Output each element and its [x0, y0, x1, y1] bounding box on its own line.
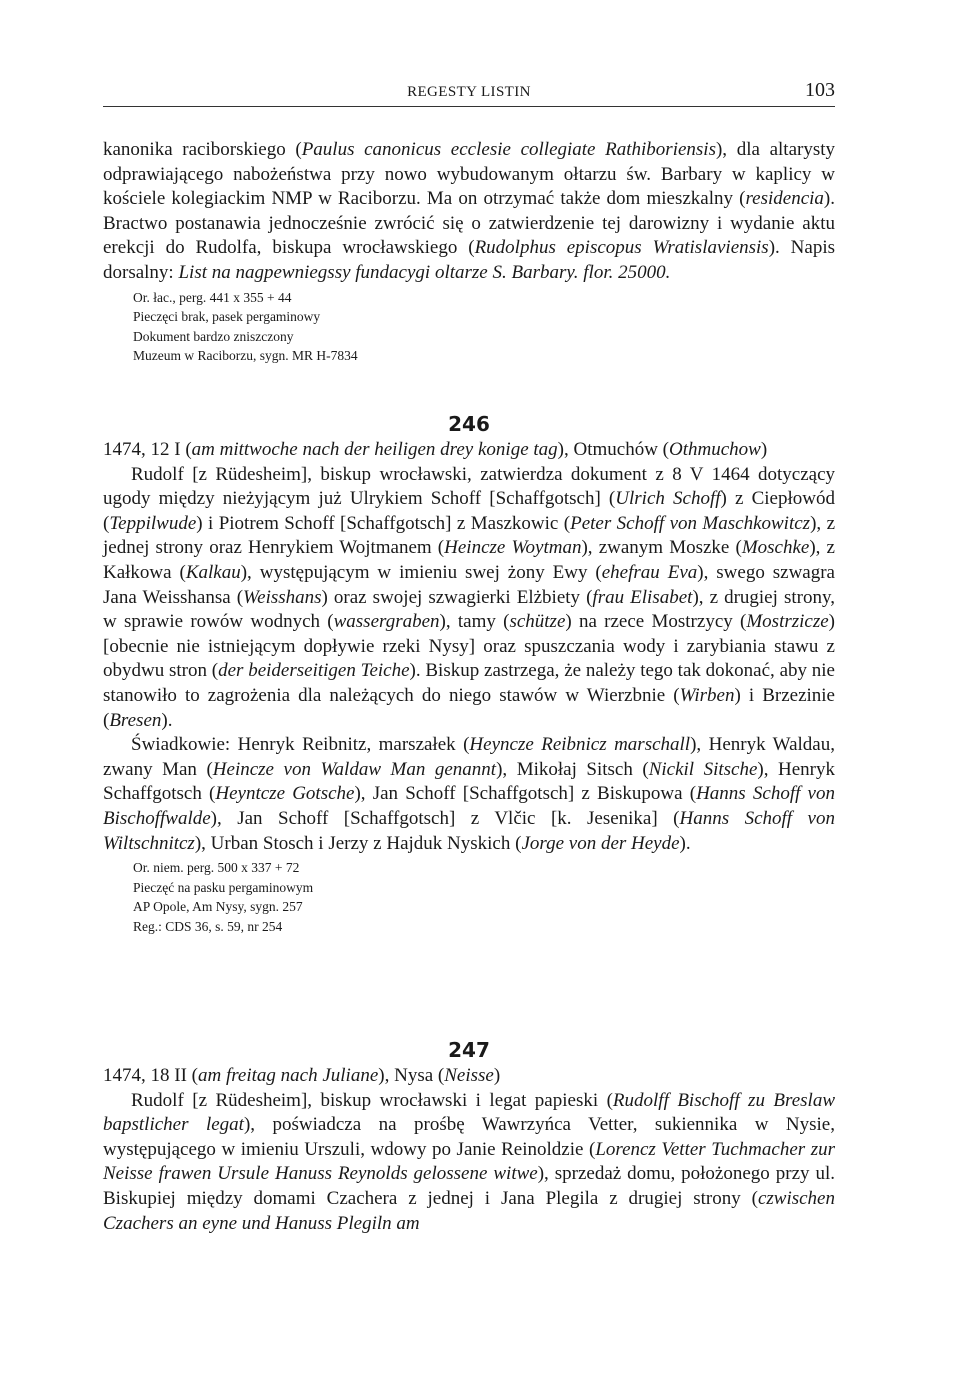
summary-paragraph — [103, 463, 835, 734]
quote: Hanns Schoff von Wiltschnitcz — [103, 807, 835, 854]
quote: Othmuchow — [669, 439, 761, 460]
quote: Heyntcze Gotsche — [215, 783, 355, 805]
quote: Hanns Schoff von Bischoffwalde — [103, 783, 835, 829]
quote: ehefrau Eva — [601, 561, 698, 583]
text-run: ) — [760, 439, 768, 460]
quote: Heincze von Waldaw Man genannt — [212, 758, 497, 780]
quote: wassergraben — [333, 611, 440, 633]
quote: Peter Schoff von Maschkowitcz — [570, 512, 811, 534]
quote: Heyncze Reibnicz marschall — [469, 734, 691, 756]
quote: Jorge von der Heyde — [521, 832, 680, 854]
intro-paragraph — [103, 138, 835, 286]
text-run: ). Biskup zastrzega, że należy tego tak dokonać, aby nie stanowiło to zagrożenia dla należących do niego stawów w Wierzbnie ( — [103, 660, 835, 706]
text-run: ). Napis dorsalny: — [103, 237, 836, 283]
page-number: 103 — [805, 79, 835, 101]
archival-notes — [133, 288, 835, 366]
text-run: ), poświadcza na prośbę Wawrzyńca Vetter, sukiennika w Nysie, występującego w imieniu Urszuli, wdowy po Janie Reinoldzie ( — [103, 1114, 835, 1160]
note-line: AP Opole, Am Nysy, sygn. 257 — [133, 899, 303, 915]
text-run: ), zwanym Moszke ( — [581, 537, 742, 559]
text-run: 1474, 12 I ( — [103, 439, 192, 460]
note-line: Dokument bardzo zniszczony — [133, 328, 294, 344]
quote: der beiderseitigen Teiche — [218, 660, 410, 682]
note-line: Reg.: CDS 36, s. 59, nr 254 — [133, 918, 283, 934]
quote: am mittwoche nach der heiligen drey konige tag — [191, 439, 558, 460]
note-line: Muzeum w Raciborzu, sygn. MR H-7834 — [133, 348, 358, 364]
quote: am freitag nach Juliane — [197, 1065, 379, 1086]
text-run: ), Otmuchów ( — [557, 439, 670, 460]
text-run: ), Henryk Schaffgotsch ( — [103, 758, 835, 805]
entry-247 — [103, 1036, 835, 1236]
text-run: ), dla altarysty odprawiającego nabożeństwa przy nowo wybudowanym ołtarzu św. Barbary w kaplicy w kościele kolegiackim NMP w Raciborzu. Ma on otrzymać także dom mieszkalny ( — [103, 139, 835, 210]
quote: Teppilwude — [109, 512, 197, 534]
quote: Bresen — [109, 709, 162, 731]
text-run: kanonika raciborskiego ( — [103, 139, 302, 160]
note-line: Or. niem. perg. 500 x 337 + 72 — [133, 860, 300, 876]
text-run: ), z jednej strony oraz Henrykiem Wojtmanem ( — [103, 512, 836, 559]
note-line: Pieczęci brak, pasek pergaminowy — [133, 309, 321, 325]
quote: Kalkau — [185, 561, 241, 583]
dateline — [103, 438, 835, 463]
summary-paragraph — [103, 1089, 835, 1237]
text-run: ), Henryk Waldau, zwany Man ( — [103, 734, 835, 780]
text-run: ), swego szwagra Jana Weisshansa ( — [103, 561, 835, 608]
text-run: ), tamy ( — [439, 611, 510, 633]
text-run: ) oraz swojej szwagierki Elżbiety ( — [321, 586, 593, 608]
text-run: ), z Kałkowa ( — [103, 537, 835, 583]
entry-number: 247 — [448, 1038, 490, 1062]
dateline — [103, 1064, 835, 1089]
dorsal-inscription: List na nagpewniegssy fundacygi oltarze S. Barbary. flor. 25000. — [178, 261, 671, 283]
text-run: ), Jan Schoff [Schaffgotsch] z Biskupowa ( — [354, 783, 697, 805]
note-line: Pieczęć na pasku pergaminowym — [133, 879, 314, 895]
quote: czwischen Czachers an eyne und Hanuss Plegiln am — [103, 1187, 835, 1234]
quote: Moschke — [741, 537, 810, 559]
quote: Mostrzicze — [746, 611, 829, 633]
latin-quote: Paulus canonicus ecclesie collegiate Rathiboriensis — [301, 139, 716, 160]
entry-246 — [103, 410, 835, 936]
quote: Lorencz Vetter Tuchmacher zur Neisse frawen Ursule Hanuss Reynolds gelossene witwe — [103, 1138, 835, 1185]
running-header — [103, 78, 835, 107]
text-run: ), Mikołaj Sitsch ( — [496, 758, 649, 780]
text-run: Rudolf [z Rüdesheim], biskup wrocławski i legat papieski ( — [131, 1089, 613, 1111]
text-run: 1474, 18 II ( — [103, 1065, 198, 1086]
quote: schütze — [509, 611, 566, 633]
quote: Heincze Woytman — [444, 537, 582, 559]
text-run: Świadkowie: Henryk Reibnitz, marszałek ( — [131, 734, 470, 756]
latin-quote: residencia — [745, 188, 824, 210]
text-run: ) z Ciepłowód ( — [103, 488, 835, 534]
text-run: ), Nysa ( — [378, 1065, 445, 1086]
text-run: ). — [679, 832, 691, 854]
text-run: ) i Brzezinie ( — [103, 684, 835, 731]
witnesses-paragraph — [103, 733, 835, 856]
running-title: REGESTY LISTIN — [407, 84, 531, 100]
quote: Weisshans — [243, 586, 322, 608]
text-run: ). — [161, 709, 173, 731]
text-run: ), występującym w imieniu swej żony Ewy ( — [240, 561, 602, 583]
intro-section — [103, 138, 835, 366]
text-run: ). Bractwo postanawia jednocześnie zwrócić się o zatwierdzenie tej darowizny i wydanie aktu erekcji do Rudolfa, biskupa wrocławskiego ( — [103, 188, 835, 259]
text-run: ) na rzece Mostrzycy ( — [565, 611, 747, 633]
text-run: ), sprzedaż domu, położonego przy ul. Biskupiej między domami Czachera z jednej i Jana Plegila z drugiej strony ( — [103, 1163, 835, 1209]
text-run: ) — [493, 1065, 501, 1086]
text-run: ), Jan Schoff [Schaffgotsch] z Vlčic [k. Jesenika] ( — [210, 807, 680, 829]
quote: frau Elisabet — [592, 586, 693, 608]
quote: Ulrich Schoff — [615, 488, 721, 510]
quote: Nickil Sitsche — [648, 758, 758, 780]
quote: Neisse — [444, 1065, 494, 1086]
latin-quote: Rudolphus episcopus Wratislaviensis — [474, 237, 769, 259]
note-line: Or. łac., perg. 441 x 355 + 44 — [133, 289, 292, 305]
text-run: ) [obecnie nie istniejącym dopływie rzeki Nysy] oraz spuszczania wody i zarybiania stawu z obydwu stron ( — [103, 611, 835, 682]
text-run: ) i Piotrem Schoff [Schaffgotsch] z Maszkowic ( — [196, 512, 571, 534]
entry-number: 246 — [448, 412, 490, 436]
text-run: ), Urban Stosch i Jerzy z Hajduk Nyskich ( — [194, 832, 522, 854]
quote: Wirben — [679, 684, 735, 706]
quote: Rudolff Bischoff zu Breslaw bapstlicher legat — [103, 1089, 835, 1136]
text-run: Rudolf [z Rüdesheim], biskup wrocławski, zatwierdza dokument z 8 V 1464 dotyczący ugody między nieżyjącym już Ulrykiem Schoff [Schaffgotsch] ( — [103, 463, 835, 510]
archival-notes — [133, 858, 835, 936]
text-run: ), z drugiej strony, w sprawie rowów wodnych ( — [103, 586, 835, 633]
